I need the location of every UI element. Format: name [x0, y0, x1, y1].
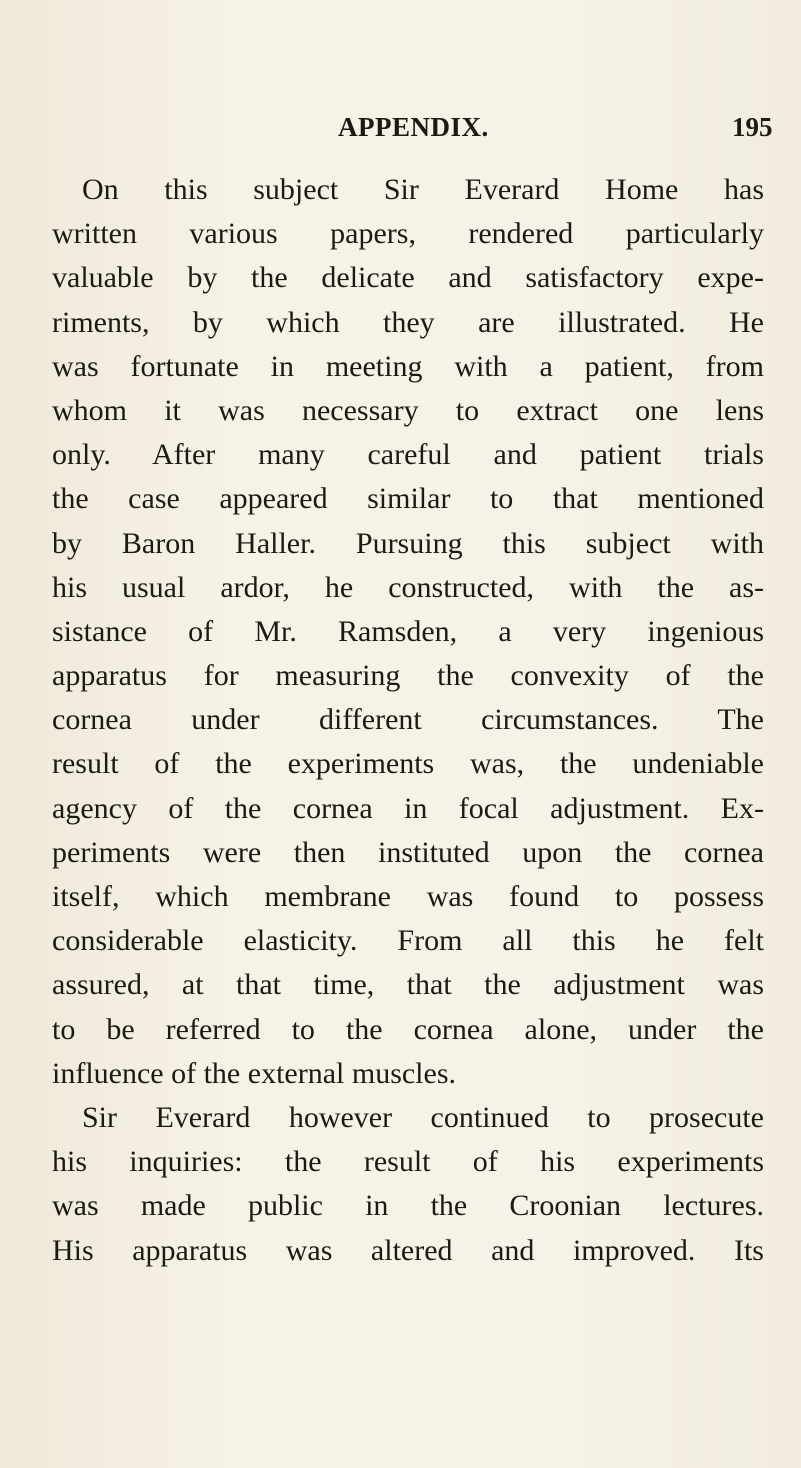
text-line: periments were then instituted upon the cornea — [52, 835, 764, 869]
text-line: cornea under different circumstances. The — [52, 703, 764, 737]
text-line: considerable elasticity. From all this he felt — [52, 924, 764, 958]
text-line: sistance of Mr. Ramsden, a very ingenious — [52, 614, 764, 648]
text-line: apparatus for measuring the convexity of the — [52, 659, 764, 693]
text-line: to be referred to the cornea alone, under the — [52, 1012, 764, 1046]
text-line: was made public in the Croonian lectures. — [52, 1189, 764, 1223]
text-line: His apparatus was altered and improved. Its — [52, 1233, 764, 1267]
text-line: assured, at that time, that the adjustment was — [52, 968, 764, 1002]
text-line: by Baron Haller. Pursuing this subject with — [52, 526, 764, 560]
text-line: riments, by which they are illustrated. He — [52, 305, 764, 339]
text-line: On this subject Sir Everard Home has — [82, 173, 764, 206]
text-line: was fortunate in meeting with a patient, from — [52, 349, 764, 383]
text-line: the case appeared similar to that mentioned — [52, 482, 764, 516]
text-line: Sir Everard however continued to prosecute — [82, 1100, 764, 1134]
text-line: his inquiries: the result of his experiments — [52, 1145, 764, 1179]
body-text — [52, 168, 764, 1273]
running-title: APPENDIX. — [338, 112, 489, 142]
text-line: result of the experiments was, the undeniable — [52, 747, 764, 781]
text-line: influence of the external muscles. — [52, 1056, 457, 1090]
text-line: his usual ardor, he constructed, with the as- — [52, 570, 764, 604]
text-line: itself, which membrane was found to possess — [52, 880, 764, 913]
text-line: whom it was necessary to extract one lens — [52, 393, 764, 427]
text-line: valuable by the delicate and satisfactory expe- — [52, 261, 764, 295]
text-line: agency of the cornea in focal adjustment. Ex- — [52, 791, 764, 825]
page-header — [0, 112, 801, 152]
page-number: 195 — [732, 112, 773, 142]
text-line: only. After many careful and patient trials — [52, 438, 764, 472]
text-line: written various papers, rendered particularly — [52, 217, 764, 251]
